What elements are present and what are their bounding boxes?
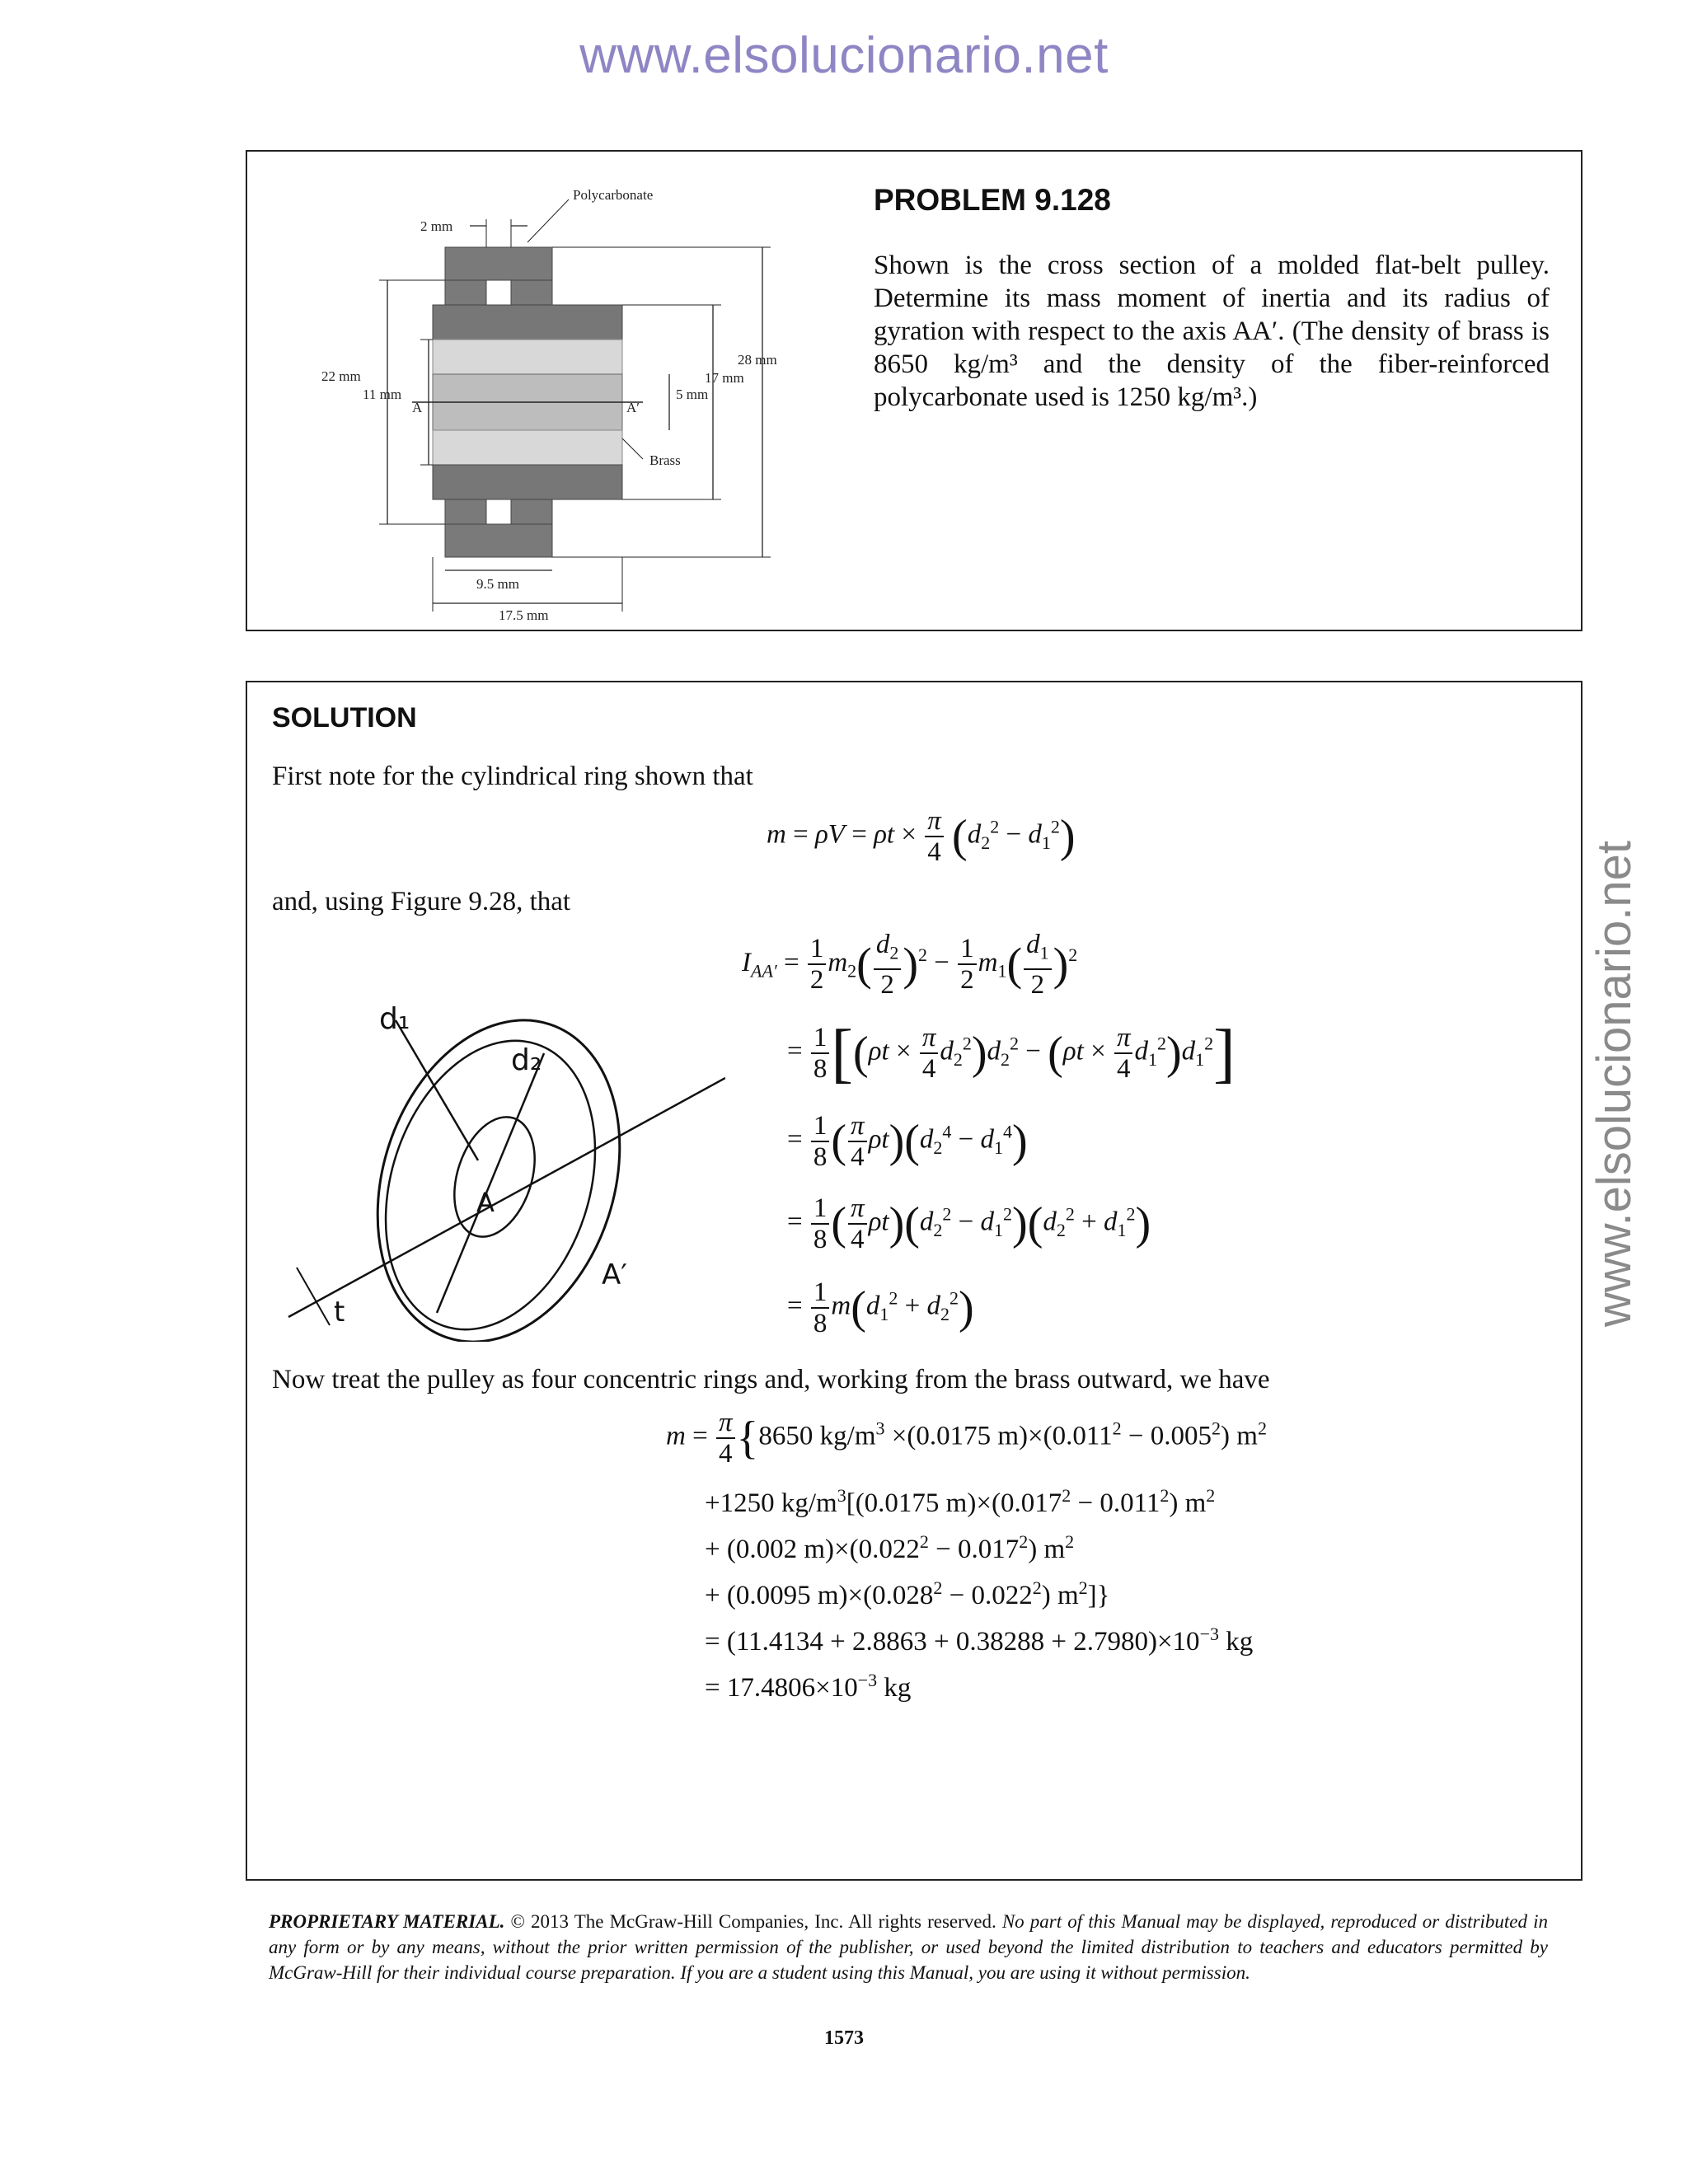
- solution-pulley-text: Now treat the pulley as four concentric rings and, working from the brass outward, we have: [272, 1365, 1270, 1394]
- equation-ring-mass: m = ρV = ρt × $\frac{\pi}{4}$ $(d_2^2 - d_1^2)$: [767, 806, 1076, 867]
- equation-inertia-5: = $\frac{1}{8}$ $m(d_1^2 + d_2^2)$: [787, 1277, 974, 1338]
- label-17mm: 17 mm: [705, 370, 744, 386]
- solution-box: [246, 681, 1582, 1881]
- equation-inertia-4: = $\frac{1}{8}$ ( $\frac{\pi}{4}$ $\rho t)(d_2^2 - d_1^2)(d_2^2 + d_1^2)$: [787, 1193, 1151, 1254]
- label-2mm: 2 mm: [420, 218, 453, 234]
- mass-calc-line-5: = $(11.4134 + 2.8863 + 0.38288 + 2.7980)\times 10^{-3}$ kg: [705, 1624, 1254, 1657]
- sketch-label-d2: d₂: [511, 1043, 542, 1077]
- label-17-5mm: 17.5 mm: [499, 607, 549, 620]
- sketch-label-t: t: [334, 1296, 345, 1329]
- equation-inertia-1: $I_{AA'}$ = $\frac{1}{2}$ $m_2$( $\frac{d_2}{2}$ )$^2$ − $\frac{1}{2}$ $m_1$( $\frac{d_1}{2}$ )$^2$: [742, 930, 1078, 1000]
- pulley-cross-section-figure: [297, 166, 824, 620]
- label-22mm: 22 mm: [321, 368, 361, 384]
- footer-copyright: PROPRIETARY MATERIAL. © 2013 The McGraw-Hill Companies, Inc. All rights reserved. No part of this Manual may be displayed, reproduced or distributed in any form or by any means, without the prior written permission of the publisher, or used beyond the limited distribution to teachers and educators permitted by McGraw-Hill for their individual course preparation. If you are a student using this Manual, you are using it without permission.: [269, 1911, 1548, 1983]
- solution-intro-text: First note for the cylindrical ring shown that: [272, 762, 753, 791]
- ring-sketch-figure: [264, 996, 725, 1342]
- watermark-top[interactable]: www.elsolucionario.net: [579, 27, 1109, 84]
- label-5mm: 5 mm: [676, 387, 709, 402]
- equation-inertia-2: = $\frac{1}{8}$ [(ρt × $\frac{\pi}{4}$ $d_2^2)d_2^2 - (\rho t$ × $\frac{\pi}{4}$ $d_1^2)d_1^2$]: [787, 1017, 1236, 1090]
- mass-calc-line-6: = $17.4806\times 10^{-3}$ kg: [705, 1670, 912, 1703]
- solution-title: SOLUTION: [272, 702, 417, 733]
- sketch-label-d1: d₁: [379, 1002, 410, 1036]
- label-28mm: 28 mm: [738, 352, 777, 368]
- sketch-label-a-prime: A′: [602, 1258, 627, 1291]
- mass-calc-line-3: + (0.002 $m)\times(0.022^2 - 0.017^2)$ $m^2$: [705, 1531, 1075, 1564]
- equation-inertia-3: = $\frac{1}{8}$ ( $\frac{\pi}{4}$ $\rho t)(d_2^4 - d_1^4)$: [787, 1111, 1028, 1172]
- mass-calc-line-4: + (0.0095 $m)\times(0.028^2 - 0.022^2)$ $m^2$]}: [705, 1577, 1110, 1610]
- page-number: 1573: [824, 2027, 864, 2049]
- mass-calc-line-2: +1250 $kg/m^3[(0.0175$ $m)\times(0.017^2 - 0.011^2)$ $m^2$: [705, 1485, 1216, 1518]
- mass-calc-line-1: m = $\frac{\pi}{4}$ {8650 $kg/m^3 \times(0.0175$ $m)\times(0.011^2 - 0.005^2)$ $m^2$: [666, 1408, 1267, 1469]
- problem-box: [246, 150, 1582, 631]
- sketch-label-a: A: [476, 1187, 495, 1218]
- label-axis-a: A: [412, 400, 423, 415]
- solution-figure-note: and, using Figure 9.28, that: [272, 887, 571, 916]
- problem-title: PROBLEM 9.128: [874, 183, 1111, 217]
- label-brass: Brass: [649, 452, 681, 468]
- label-11mm: 11 mm: [363, 387, 402, 402]
- label-9-5mm: 9.5 mm: [476, 576, 519, 592]
- label-polycarbonate: Polycarbonate: [573, 187, 654, 203]
- problem-statement: Shown is the cross section of a molded flat-belt pulley. Determine its mass moment of inertia and its radius of gyration with respect to the axis AA′. (The density of brass is 8650 kg/m³ and the density of the fiber-reinforced polycarbonate used is 1250 kg/m³.): [874, 251, 1550, 412]
- label-axis-a-prime: A′: [626, 400, 640, 415]
- watermark-side[interactable]: www.elsolucionario.net: [1587, 841, 1641, 1327]
